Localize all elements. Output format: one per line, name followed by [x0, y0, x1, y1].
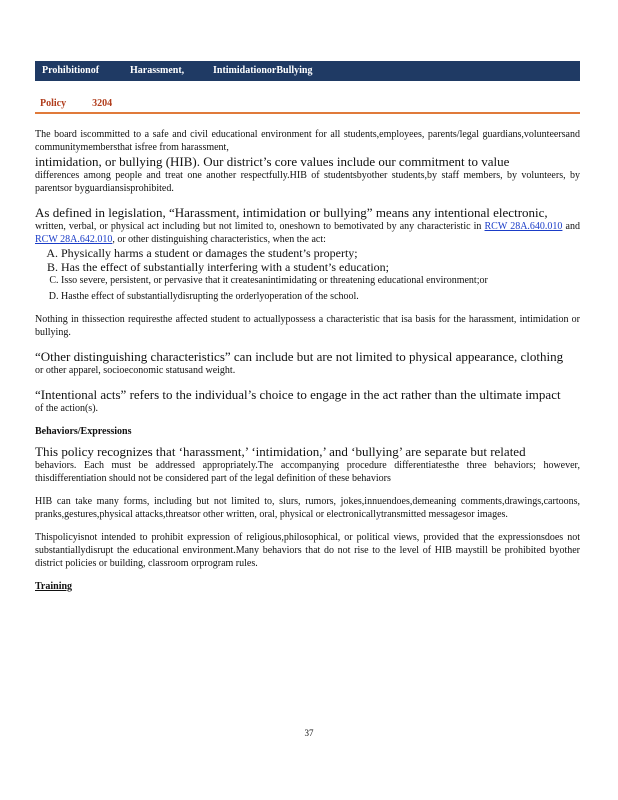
policy-title-banner — [35, 61, 580, 81]
list-item-a: A. Physically harms a student or damages the student’s property; — [61, 246, 580, 260]
paragraph-other-characteristics-lead: “Other distinguishing characteristics” can include but are not limited to physical appearance, clothing — [35, 349, 564, 364]
definition-list — [35, 246, 580, 303]
rcw-642-link[interactable]: RCW 28A.642.010 — [35, 234, 113, 245]
banner-title-part1: Prohibitionof — [42, 65, 100, 76]
banner-title-part2: Harassment, — [130, 65, 185, 76]
paragraph-definition — [35, 220, 580, 246]
list-item-b: B. Has the effect of substantially interfering with a student’s education; — [61, 260, 580, 274]
header-divider — [35, 112, 580, 114]
paragraph-other-characteristics: or other apparel, socioeconomic statusand weight. — [35, 365, 236, 376]
heading-behaviors: Behaviors/Expressions — [35, 426, 132, 437]
paragraph-intentional-acts-lead: “Intentional acts” refers to the individual’s choice to engage in the act rather than the ultimate impact — [35, 387, 561, 402]
paragraph-intentional-acts: of the action(s). — [35, 403, 99, 414]
definition-text-and: and — [562, 221, 580, 232]
policy-label: Policy — [40, 98, 67, 109]
paragraph-hib-forms: HIB can take many forms, including but not limited to, slurs, rumors, jokes,innuendoes,demeaning comments,drawings,cartoons, pranks,gestures,physical attacks,threatsor other written, oral, physical or electronicallytransmitted messagesor images. — [35, 496, 580, 520]
page-number: 37 — [304, 728, 314, 738]
paragraph-policy-recognizes: behaviors. Each must be addressed appropriately.The accompanying procedure differentiatesthe three behaviors; however, thisdifferentiation should not be considered part of the legal definition of these behaviors — [35, 460, 580, 484]
paragraph-nothing-requires: Nothing in thissection requiresthe affected student to actuallypossess a characteristic that isa basis for the harassment, intimidation or bullying. — [35, 314, 580, 338]
definition-text-before: written, verbal, or physical act including but not limited to, oneshown to bemotivated by any characteristic in — [35, 221, 485, 232]
policy-number-line — [40, 98, 112, 109]
paragraph-commitment-end: differences among people and treat one another respectfully.HIB of studentsbyother students,by staff members, by volunteers, by parentsor byguardiansisprohibited. — [35, 170, 580, 194]
list-item-c: C. Isso severe, persistent, or pervasive that it createsanintimidating or threatening educational environment;or — [61, 274, 580, 287]
heading-training: Training — [35, 581, 73, 592]
paragraph-commitment-start: The board iscommitted to a safe and civil educational environment for all students,employees, parents/legal guardians,volunteersand communitymembersthat isfree from harassment, — [35, 129, 580, 153]
paragraph-commitment-core-values: intimidation, or bullying (HIB). Our district’s core values include our commitment to value — [35, 154, 510, 169]
banner-title-part3: IntimidationorBullying — [213, 65, 313, 76]
paragraph-policy-recognizes-lead: This policy recognizes that ‘harassment,’ ‘intimidation,’ and ‘bullying’ are separate but related — [35, 444, 526, 459]
rcw-640-link[interactable]: RCW 28A.640.010 — [484, 221, 563, 232]
paragraph-expression: Thispolicyisnot intended to prohibit expression of religious,philosophical, or political views, provided that the expressionsdoes not substantiallydisrupt the educational environment.Many behaviors that do not rise to the level of HIB maystill be prohibited byother district policies or building, classroom orprogram rules. — [35, 532, 580, 569]
policy-number: 3204 — [92, 98, 113, 109]
list-item-d: D. Hasthe effect of substantiallydisrupting the orderlyoperation of the school. — [61, 290, 580, 303]
policy-body — [35, 128, 580, 593]
paragraph-definition-lead: As defined in legislation, “Harassment, intimidation or bullying” means any intentional electronic, — [35, 205, 548, 220]
definition-text-after: , or other distinguishing characteristics, when the act: — [112, 234, 326, 245]
